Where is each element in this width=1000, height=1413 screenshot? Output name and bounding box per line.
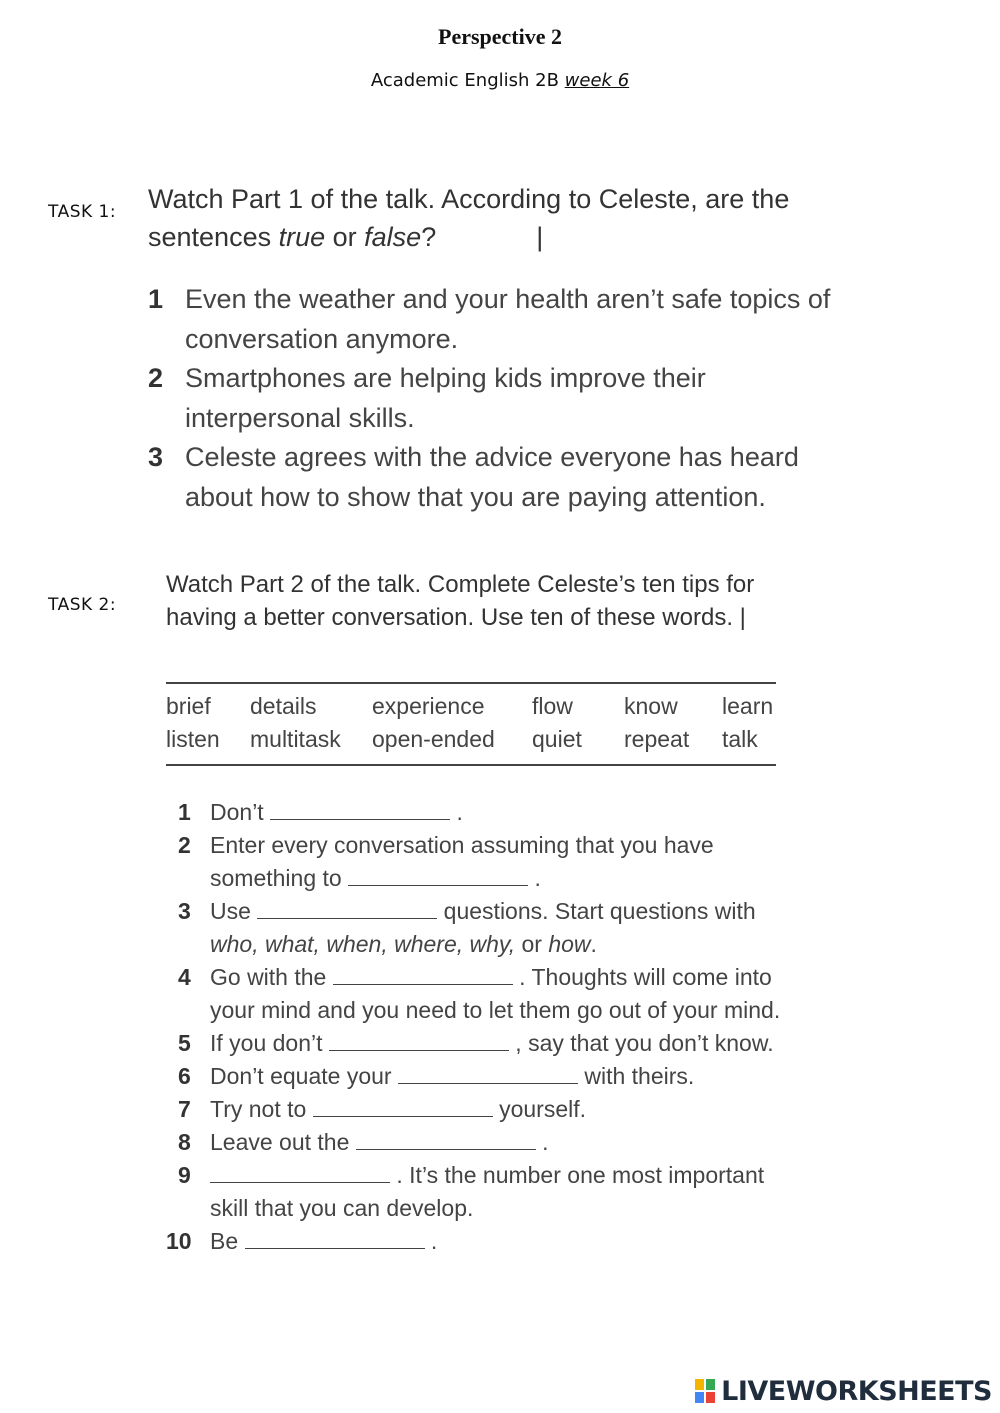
answer-blank[interactable]	[245, 1228, 425, 1249]
answer-blank[interactable]	[356, 1129, 536, 1150]
task1-or: or	[325, 222, 365, 252]
item-number: 2	[178, 832, 191, 858]
list-item	[178, 1126, 798, 1159]
list-item	[178, 1027, 798, 1060]
answer-blank[interactable]	[398, 1063, 578, 1084]
task1-instruction-text: Watch Part 1 of the talk. According to Celeste, are the sentences	[148, 184, 790, 252]
item-text-after: .	[528, 865, 541, 891]
logo-text: LIVEWORKSHEETS	[721, 1376, 992, 1407]
list-item	[178, 1159, 798, 1225]
page-title: Perspective 2	[438, 24, 562, 49]
logo-square	[695, 1392, 704, 1403]
item-text: Smartphones are helping kids improve their interpersonal skills.	[185, 363, 706, 433]
text-cursor: |	[536, 222, 544, 252]
task2-instruction	[166, 568, 766, 634]
list-item	[178, 829, 798, 895]
task2-list	[166, 796, 798, 1258]
item-number: 6	[178, 1063, 191, 1089]
item-text-before: If you don’t	[210, 1030, 329, 1056]
answer-blank[interactable]	[348, 865, 528, 886]
item-text-before: Don’t equate your	[210, 1063, 398, 1089]
word-bank-item: know	[624, 693, 678, 719]
item-text-after: . Thoughts will come into your mind and you need to let them go out of your mind.	[210, 964, 781, 1023]
item-text-before: Try not to	[210, 1096, 313, 1122]
word-bank-item: repeat	[624, 726, 690, 752]
word-bank-item: brief	[166, 693, 211, 719]
word-bank-item: open-ended	[372, 726, 495, 752]
item-number: 7	[178, 1096, 191, 1122]
item-text-before: Use	[210, 898, 258, 924]
item-text-after: yourself.	[492, 1096, 587, 1122]
item-text-before: Be	[210, 1228, 245, 1254]
task1-instruction	[148, 180, 868, 256]
item-text-before: Go with the	[210, 964, 333, 990]
task1-false: false	[364, 222, 422, 252]
word-bank-item: flow	[532, 693, 573, 719]
item-number: 9	[178, 1162, 191, 1188]
list-item	[148, 280, 868, 359]
answer-blank[interactable]	[270, 799, 450, 820]
subtitle-week: week 6	[564, 70, 630, 91]
logo-icon	[695, 1379, 717, 1405]
liveworksheets-logo	[695, 1376, 992, 1407]
item-number: 8	[178, 1129, 191, 1155]
answer-blank[interactable]	[329, 1030, 509, 1051]
task1-list	[148, 280, 868, 517]
list-item	[178, 1060, 798, 1093]
subtitle-course: Academic English 2B	[370, 70, 565, 91]
item-text-or: or	[515, 931, 549, 957]
item-text-after: .	[535, 1129, 549, 1155]
item-text: Even the weather and your health aren’t safe topics of conversation anymore.	[185, 284, 831, 354]
word-bank-item: learn	[722, 693, 774, 719]
item-number: 2	[148, 363, 164, 393]
item-text-before: Enter every conversation assuming that you have something to	[210, 832, 714, 891]
answer-blank[interactable]	[210, 1162, 390, 1183]
item-text-after: .	[424, 1228, 438, 1254]
item-text-after: questions. Start questions with	[437, 898, 756, 924]
item-number: 1	[148, 284, 164, 314]
text-cursor: |	[739, 604, 746, 631]
answer-blank[interactable]	[333, 964, 513, 985]
item-text-before: Don’t	[210, 799, 271, 825]
item-number: 3	[178, 898, 191, 924]
logo-square	[706, 1392, 715, 1403]
task1-label: TASK 1:	[48, 202, 117, 222]
item-text-tail: .	[590, 931, 597, 957]
word-bank-item: quiet	[532, 726, 582, 752]
task2-label: TASK 2:	[48, 595, 117, 615]
word-bank-item: talk	[722, 726, 758, 752]
logo-square	[695, 1379, 704, 1390]
answer-blank[interactable]	[257, 898, 437, 919]
task2-instruction-text: Watch Part 2 of the talk. Complete Celeste’s ten tips for having a better conversation. Use ten of these words.	[166, 571, 755, 631]
answer-blank[interactable]	[313, 1096, 493, 1117]
item-number: 1	[178, 799, 191, 825]
item-text-before: Leave out the	[210, 1129, 356, 1155]
list-item	[148, 438, 868, 517]
page-subtitle	[0, 70, 1000, 91]
word-bank-item: experience	[372, 693, 485, 719]
list-item	[178, 796, 798, 829]
item-text-after: , say that you don’t know.	[508, 1030, 774, 1056]
list-item	[166, 1225, 798, 1258]
word-bank-item: listen	[166, 726, 220, 752]
item-text-italic2: how	[548, 931, 591, 957]
item-number: 10	[166, 1228, 192, 1254]
list-item	[148, 359, 868, 438]
logo-square	[706, 1379, 715, 1390]
item-text-italic: who, what, when, where, why,	[210, 931, 516, 957]
task1-q: ?	[421, 222, 437, 252]
item-text: Celeste agrees with the advice everyone has heard about how to show that you are paying attention.	[185, 442, 799, 512]
task1-true: true	[278, 222, 326, 252]
item-text-after: .	[450, 799, 463, 825]
word-bank-item: multitask	[250, 726, 341, 752]
list-item	[178, 961, 798, 1027]
item-number: 3	[148, 442, 164, 472]
list-item	[178, 1093, 798, 1126]
item-number: 4	[178, 964, 191, 990]
word-bank	[166, 682, 776, 766]
item-text-after: . It’s the number one most important skill that you can develop.	[210, 1162, 765, 1221]
item-text-after: with theirs.	[577, 1063, 695, 1089]
word-bank-item: details	[250, 693, 317, 719]
item-number: 5	[178, 1030, 191, 1056]
list-item	[178, 895, 798, 961]
